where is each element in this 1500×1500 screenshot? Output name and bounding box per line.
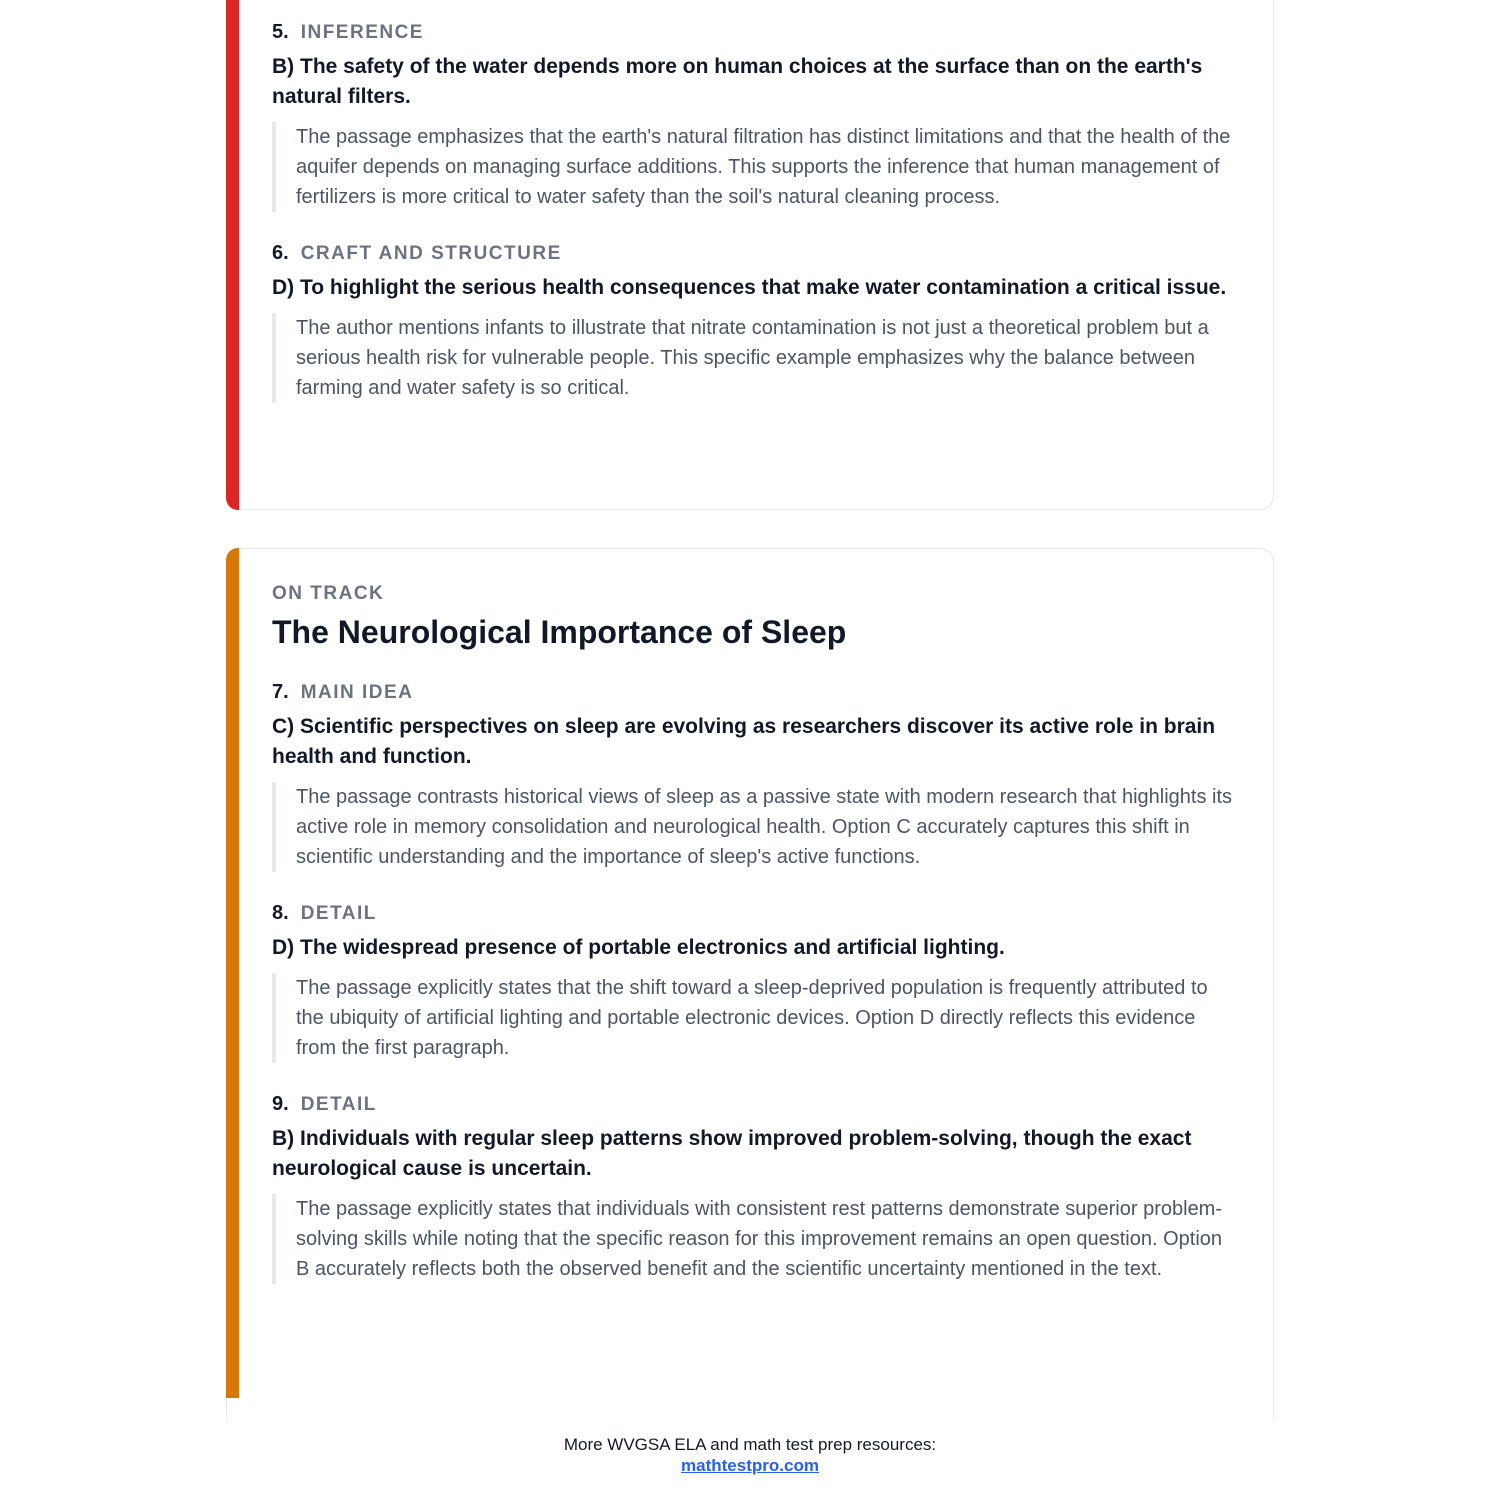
question-block-7 [272,681,1239,872]
question-header [272,21,1239,44]
page-footer [0,1434,1500,1476]
question-number: 8. [272,902,289,925]
accent-bar-orange [226,548,239,1398]
status-label: ON TRACK [272,583,385,604]
correct-answer: D) The widespread presence of portable electronics and artificial lighting. [272,936,1005,960]
question-category: INFERENCE [300,22,424,43]
question-number: 9. [272,1093,289,1116]
footer-text: More WVGSA ELA and math test prep resources: [563,1435,937,1454]
correct-answer: B) Individuals with regular sleep patterns show improved problem-solving, though the exact neurological cause is uncertain. [272,1127,1192,1181]
footer-link[interactable]: mathtestpro.com [681,1456,819,1475]
correct-answer: B) The safety of the water depends more on human choices at the surface than on the earth's natural filters. [272,55,1203,108]
question-block-8 [272,902,1239,1063]
question-category: MAIN IDEA [300,682,414,704]
answer-explanation: The passage emphasizes that the earth's natural filtration has distinct limitations and that the health of the aquifer depends on managing surface additions. This supports the inference that human management of fertilizers is more critical to water safety than the soil's natural cleaning process. [272,122,1239,212]
question-header [272,1093,1239,1116]
correct-answer: C) Scientific perspectives on sleep are evolving as researchers discover its active role in brain health and function. [272,715,1216,769]
results-card-water [226,0,1274,510]
question-number: 6. [272,242,289,264]
question-category: DETAIL [300,1094,377,1116]
correct-answer: D) To highlight the serious health consequences that make water contamination a critical issue. [272,276,1227,299]
results-card-sleep [226,548,1274,1418]
question-number: 7. [272,681,289,704]
question-number: 5. [272,21,289,43]
answer-explanation: The passage contrasts historical views of sleep as a passive state with modern research that highlights its active role in memory consolidation and neurological health. Option C accurately captures this shift in scientific understanding and the importance of sleep's active functions. [272,782,1239,872]
question-header [272,681,1239,704]
card-content [272,21,1239,433]
question-category: DETAIL [300,903,377,925]
answer-explanation: The passage explicitly states that individuals with consistent rest patterns demonstrate superior problem-solving skills while noting that the specific reason for this improvement remains an open question. Option B accurately reflects both the observed benefit and the scientific uncertainty mentioned in the text. [272,1194,1239,1284]
card-content [272,583,1239,1314]
question-header [272,242,1239,265]
question-block-6 [272,242,1239,403]
accent-bar-red [226,0,239,510]
passage-title: The Neurological Importance of Sleep [272,614,847,650]
question-block-9 [272,1093,1239,1284]
answer-explanation: The passage explicitly states that the shift toward a sleep-deprived population is frequently attributed to the ubiquity of artificial lighting and portable electronic devices. Option D directly reflects this evidence from the first paragraph. [272,973,1239,1063]
question-header [272,902,1239,925]
answer-explanation: The author mentions infants to illustrate that nitrate contamination is not just a theoretical problem but a serious health risk for vulnerable people. This specific example emphasizes why the balance between farming and water safety is so critical. [272,313,1239,403]
question-block-5 [272,21,1239,212]
question-category: CRAFT AND STRUCTURE [300,243,562,264]
